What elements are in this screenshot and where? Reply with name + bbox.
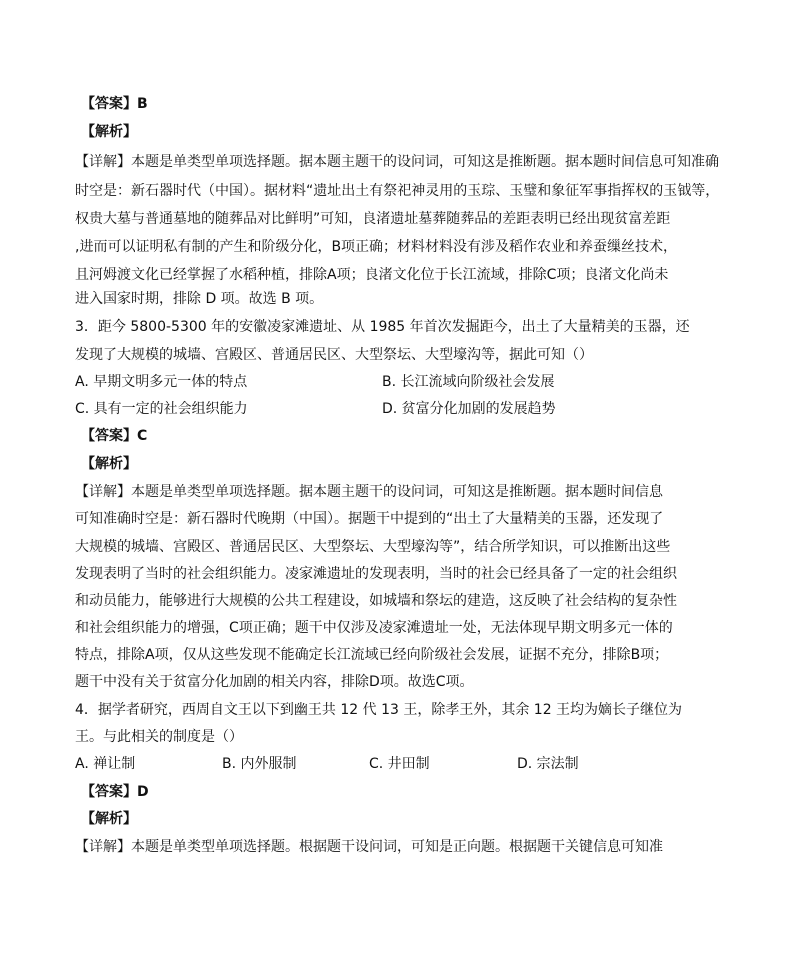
q4-option-c: C. 井田制	[369, 756, 430, 772]
q3-detail-line: 和动员能力，能够进行大规模的公共工程建设，如城墙和祭坛的建造，这反映了社会结构的复杂性	[75, 593, 677, 609]
q2-detail-line: 时空是：新石器时代（中国）。据材料“遗址出土有祭祀神灵用的玉琮、玉璧和象征军事指挥权的玉钺等，	[75, 183, 720, 199]
q3-detail-line: 【详解】本题是单类型单项选择题。据本题主题干的设问词，可知这是推断题。据本题时间信息	[75, 484, 663, 500]
q3-detail-line: 发现表明了当时的社会组织能力。凌家滩遗址的发现表明，当时的社会已经具备了一定的社会组织	[75, 566, 677, 582]
q4-answer: 【答案】D	[81, 784, 149, 800]
q3-stem-line: 发现了大规模的城墙、宫殿区、普通居民区、大型祭坛、大型壕沟等，据此可知（）	[75, 347, 593, 363]
q2-detail-line: 进入国家时期，排除 D 项。故选 B 项。	[75, 291, 324, 307]
q2-detail-line: ,进而可以证明私有制的产生和阶级分化，B项正确；材料材料没有涉及稻作农业和养蚕缫丝技术，	[75, 239, 678, 255]
q3-option-d: D. 贫富分化加剧的发展趋势	[382, 401, 556, 417]
q2-analysis-heading: 【解析】	[81, 124, 137, 140]
q3-detail-line: 大规模的城墙、宫殿区、普通居民区、大型祭坛、大型壕沟等”，结合所学知识，可以推断出这些	[75, 539, 671, 555]
q2-detail-line: 权贵大墓与普通墓地的随葬品对比鲜明”可知，良渚遗址墓葬随葬品的差距表明已经出现贫富差距	[75, 211, 671, 227]
q3-detail-line: 特点，排除A项，仅从这些发现不能确定长江流域已经向阶级社会发展，证据不充分，排除B项；	[75, 647, 669, 663]
q4-option-a: A. 禅让制	[75, 756, 136, 772]
q2-answer: 【答案】B	[81, 96, 148, 112]
q4-option-d: D. 宗法制	[517, 756, 579, 772]
q4-stem-line: 4．据学者研究，西周自文王以下到幽王共 12 代 13 王，除孝王外，其余 12 王均为嫡长子继位为	[75, 702, 683, 718]
q3-detail-line: 和社会组织能力的增强，C项正确；题干中仅涉及凌家滩遗址一处，无法体现早期文明多元一体的	[75, 620, 673, 636]
q4-analysis-heading: 【解析】	[81, 811, 137, 827]
q3-option-a: A. 早期文明多元一体的特点	[75, 374, 248, 390]
q2-detail-line: 且河姆渡文化已经掌握了水稻种植，排除A项；良渚文化位于长江流域，排除C项；良渚文化尚未	[75, 267, 669, 283]
q3-option-c: C. 具有一定的社会组织能力	[75, 401, 248, 417]
q2-detail-line: 【详解】本题是单类型单项选择题。据本题主题干的设问词，可知这是推断题。据本题时间信息可知准确	[75, 154, 719, 170]
q4-stem-line: 王。与此相关的制度是（）	[75, 729, 243, 745]
q4-detail-line: 【详解】本题是单类型单项选择题。根据题干设问词，可知是正向题。根据题干关键信息可知准	[75, 839, 663, 855]
q4-option-b: B. 内外服制	[222, 756, 297, 772]
q3-detail-line: 可知准确时空是：新石器时代晚期（中国）。据题干中提到的“出土了大量精美的玉器，还发现了	[75, 511, 664, 527]
q3-analysis-heading: 【解析】	[81, 456, 137, 472]
q3-option-b: B. 长江流域向阶级社会发展	[382, 374, 555, 390]
q3-detail-line: 题干中没有关于贫富分化加剧的相关内容，排除D项。故选C项。	[75, 674, 474, 690]
q3-stem-line: 3．距今 5800-5300 年的安徽凌家滩遗址、从 1985 年首次发掘距今，出土了大量精美的玉器，还	[75, 319, 690, 335]
q3-answer: 【答案】C	[81, 428, 148, 444]
